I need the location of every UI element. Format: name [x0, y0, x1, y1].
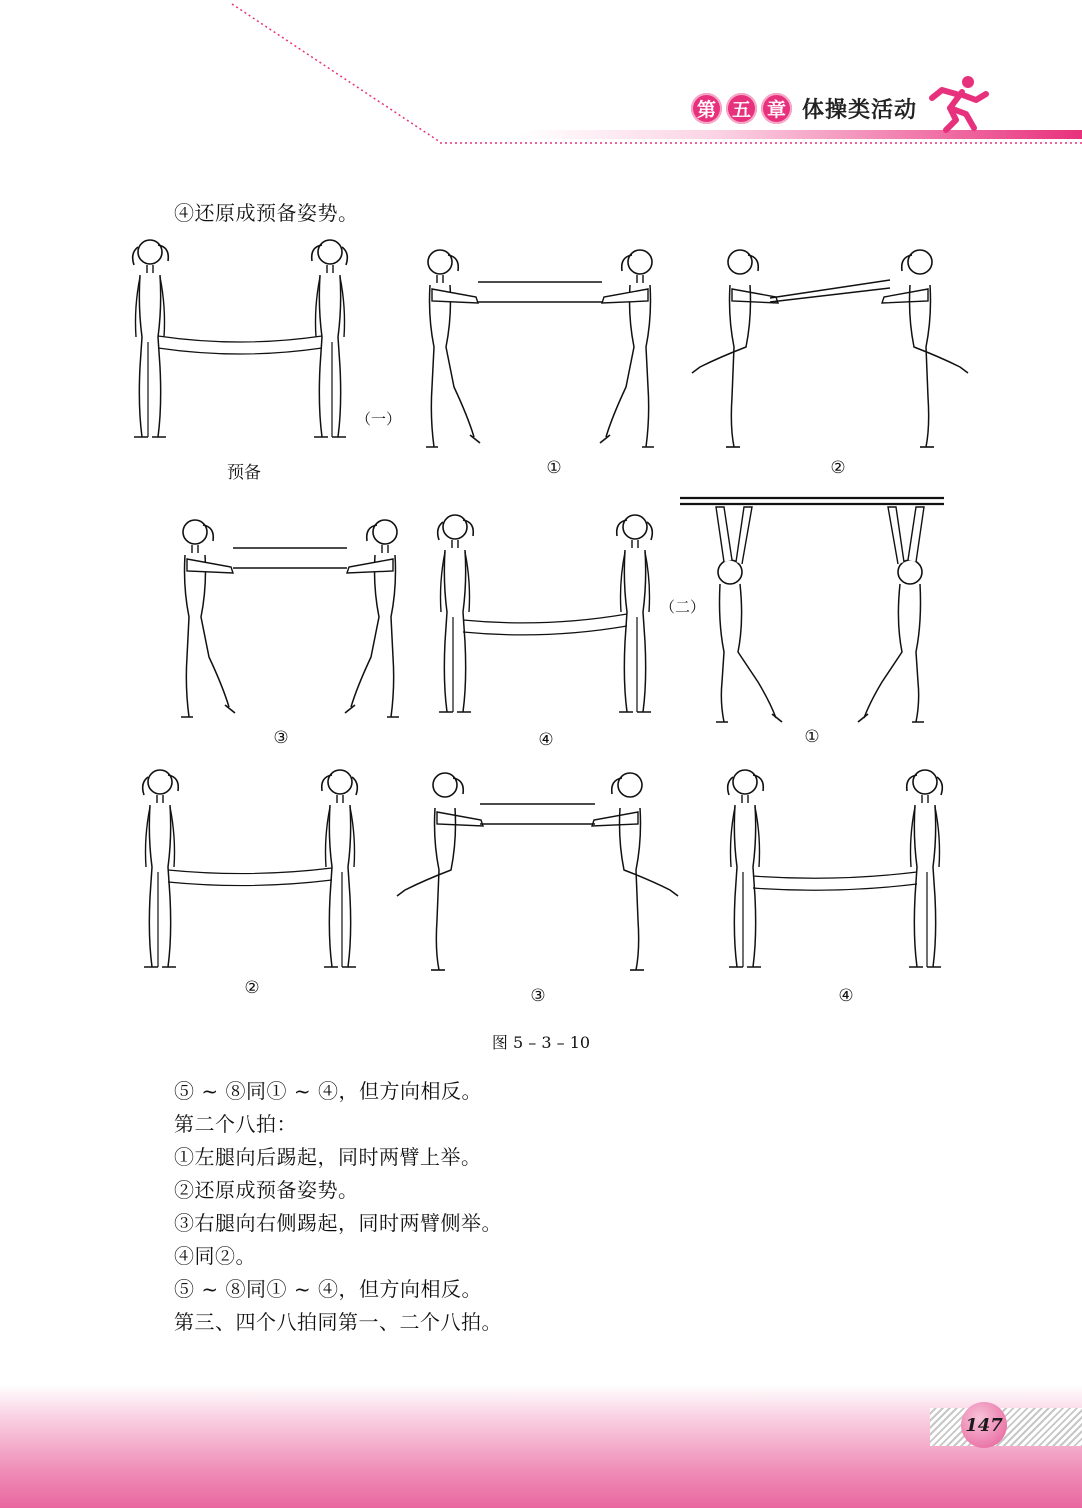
chapter-title: 体操类活动: [802, 98, 918, 123]
text-line: ④同②。: [174, 1244, 256, 1268]
page-number: 147: [965, 1414, 1003, 1436]
step-label: 预备: [227, 463, 261, 483]
text-line: ④还原成预备姿势。: [174, 201, 359, 225]
chapter-heading: [691, 93, 917, 124]
text-line: 第三、四个八拍同第一、二个八拍。: [174, 1310, 502, 1334]
figure-pair-group2-2: [143, 770, 358, 967]
page-number-badge: [961, 1402, 1007, 1448]
text-line: ⑤ ~ ⑧同① ~ ④，但方向相反。: [174, 1277, 482, 1301]
text-line: ②还原成预备姿势。: [174, 1178, 359, 1202]
figure-pair-group2-3: [397, 773, 678, 970]
text-line: ③右腿向右侧踢起，同时两臂侧举。: [174, 1211, 502, 1235]
chapter-badge: 章: [761, 93, 792, 124]
figure-pair-2: [692, 250, 968, 447]
figure-pair-ready: [133, 240, 348, 437]
step-label: ③: [530, 986, 546, 1006]
figure-pair-3: [181, 520, 399, 717]
step-label: ②: [830, 458, 846, 478]
step-label: ④: [838, 986, 854, 1006]
figure-pair-group2-1: [680, 498, 944, 722]
step-label: ②: [244, 978, 260, 998]
figure-pair-1: [426, 250, 654, 447]
chapter-badge: 五: [726, 93, 757, 124]
figure-caption: 图 5 – 3 – 10: [491, 1033, 591, 1052]
step-label: ④: [538, 730, 554, 750]
text-line: 第二个八拍：: [174, 1112, 297, 1136]
footer-band: [0, 1385, 1082, 1508]
chapter-badge: 第: [691, 93, 722, 124]
step-label: ①: [546, 458, 562, 478]
step-label: ①: [804, 727, 820, 747]
group-label-2: （二）: [660, 598, 706, 616]
group-label-1: （一）: [356, 410, 402, 428]
text-line: ①左腿向后踢起，同时两臂上举。: [174, 1145, 482, 1169]
exercise-illustration: [120, 232, 980, 1012]
header-decoration: [0, 0, 1082, 160]
runner-icon: [926, 72, 990, 134]
figure-pair-group2-4: [728, 770, 943, 967]
step-label: ③: [273, 728, 289, 748]
figure-pair-4: [438, 515, 653, 712]
text-line: ⑤ ~ ⑧同① ~ ④，但方向相反。: [174, 1079, 482, 1103]
